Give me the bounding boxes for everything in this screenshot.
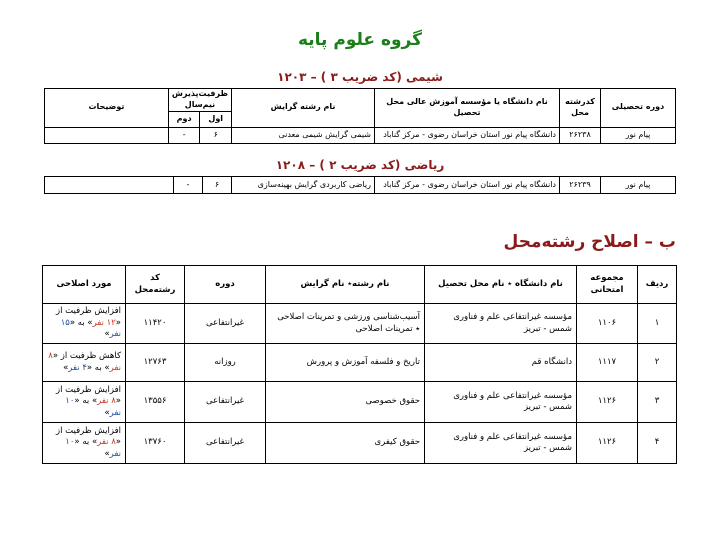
cell-exam-group: ۱۱۰۶ — [577, 304, 638, 344]
cell-course: پیام نور — [601, 177, 676, 194]
header-course: دوره — [185, 266, 266, 304]
cell-code: ۱۲۷۶۳ — [126, 344, 185, 382]
correction-to-value: ۱۵ نفر — [60, 317, 121, 340]
cell-code: ۱۱۴۲۰ — [126, 304, 185, 344]
cell-row-number: ۳ — [638, 382, 677, 423]
cell-course: روزانه — [185, 344, 266, 382]
header-university: نام دانشگاه ٭ نام محل تحصیل — [425, 266, 577, 304]
cell-university: مؤسسه غیرانتفاعی علم و فناوری شمس - تبریز — [425, 304, 577, 344]
cell-major: شیمی گرایش شیمی معدنی — [232, 127, 375, 143]
table-row — [43, 344, 677, 382]
chemistry-section-title: ۱۲۰۳ – شیمی (کد ضریب ۳ ) — [277, 70, 443, 84]
header-code: کد رشته‌محل — [126, 266, 185, 304]
table-row — [43, 382, 677, 423]
page-title: گروه علوم پایه — [297, 30, 423, 50]
correction-suffix: » — [104, 329, 110, 340]
correction-to-value: ۱۰ نفر — [65, 396, 121, 418]
cell-university: مؤسسه غیرانتفاعی علم و فناوری شمس - تبریز — [425, 423, 577, 464]
table-row — [45, 127, 676, 143]
header-second-semester: دوم — [168, 111, 200, 127]
cell-notes — [45, 177, 174, 194]
header-course: دوره تحصیلی — [601, 89, 676, 128]
cell-university: مؤسسه غیرانتفاعی علم و فناوری شمس - تبریز — [425, 382, 577, 423]
correction-mid: » به « — [74, 396, 98, 407]
header-notes: توضیحات — [45, 89, 169, 128]
cell-exam-group: ۱۱۲۶ — [577, 382, 638, 423]
cell-course: غیرانتفاعی — [185, 382, 266, 423]
cell-correction — [43, 304, 126, 344]
table-row — [43, 304, 677, 344]
correction-prefix: افزایش ظرفیت از « — [56, 425, 121, 448]
header-row-number: ردیف — [638, 266, 677, 304]
cell-correction — [43, 423, 126, 464]
cell-notes — [45, 127, 169, 143]
header-capacity: ظرفیت‌پذیرش نیم‌سال — [168, 89, 231, 112]
header-first-semester: اول — [200, 111, 232, 127]
table-row — [43, 423, 677, 464]
cell-correction — [43, 344, 126, 382]
cell-course: پیام نور — [601, 127, 676, 143]
math-section-title: ۱۲۰۸ – ریاضی (کد ضریب ۲ ) — [275, 158, 445, 172]
correction-from-value: ۸ نفر — [97, 437, 116, 448]
math-table — [44, 176, 676, 194]
cell-second-semester: - — [174, 177, 203, 194]
correction-from-value: ۸ نفر — [97, 396, 116, 407]
cell-university: دانشگاه پیام نور استان خراسان رضوی - مرکز گناباد — [375, 127, 560, 143]
cell-first-semester: ۶ — [203, 177, 232, 194]
correction-mid: » به « — [74, 437, 98, 448]
cell-code: ۲۶۲۳۸ — [560, 127, 601, 143]
correction-suffix: » — [104, 407, 110, 418]
cell-correction — [43, 382, 126, 423]
table-row — [45, 177, 676, 194]
correction-suffix: » — [104, 448, 110, 459]
cell-exam-group: ۱۱۱۷ — [577, 344, 638, 382]
header-correction: مورد اصلاحی — [43, 266, 126, 304]
correction-prefix: افزایش ظرفیت از « — [56, 384, 121, 407]
cell-row-number: ۱ — [638, 304, 677, 344]
cell-major: آسیب‌شناسی ورزشی و تمرینات اصلاحی ٭ تمرینات اصلاحی — [266, 304, 425, 344]
cell-code: ۲۶۲۳۹ — [560, 177, 601, 194]
cell-course: غیرانتفاعی — [185, 304, 266, 344]
cell-university: دانشگاه پیام نور استان خراسان رضوی - مرکز گناباد — [375, 177, 560, 194]
cell-course: غیرانتفاعی — [185, 423, 266, 464]
cell-major: حقوق خصوصی — [266, 382, 425, 423]
correction-prefix: کاهش ظرفیت از « — [52, 351, 121, 362]
header-exam-group: مجموعه امتحانی — [577, 266, 638, 304]
header-code: کدرشته محل — [560, 89, 601, 128]
cell-code: ۱۳۷۶۰ — [126, 423, 185, 464]
cell-university: دانشگاه قم — [425, 344, 577, 382]
correction-to-value: ۴ نفر — [68, 362, 87, 373]
correction-mid: » به « — [69, 317, 93, 328]
cell-major: ریاضی کاربردی گرایش بهینه‌سازی — [232, 177, 375, 194]
header-major: نام رشته گرایش — [232, 89, 375, 128]
chemistry-table — [44, 88, 676, 144]
correction-from-value: ۱۲ نفر — [92, 317, 116, 328]
cell-code: ۱۳۵۵۶ — [126, 382, 185, 423]
cell-first-semester: ۶ — [200, 127, 232, 143]
header-major: نام رشته٭ نام گرایش — [266, 266, 425, 304]
cell-exam-group: ۱۱۲۶ — [577, 423, 638, 464]
correction-mid: » به « — [86, 362, 110, 373]
correction-suffix: » — [63, 362, 69, 373]
cell-row-number: ۲ — [638, 344, 677, 382]
correction-from-value: ۸ نفر — [48, 351, 121, 373]
correction-table — [42, 265, 677, 464]
section-b-title: ب – اصلاح رشته‌محل — [503, 232, 676, 252]
cell-second-semester: - — [168, 127, 200, 143]
correction-to-value: ۱۰ نفر — [65, 437, 121, 459]
cell-major: تاریخ و فلسفه آموزش و پرورش — [266, 344, 425, 382]
cell-major: حقوق کیفری — [266, 423, 425, 464]
cell-row-number: ۴ — [638, 423, 677, 464]
header-university: نام دانشگاه یا مؤسسه آموزش عالی محل تحصیل — [375, 89, 560, 128]
correction-prefix: افزایش ظرفیت از « — [56, 306, 121, 328]
